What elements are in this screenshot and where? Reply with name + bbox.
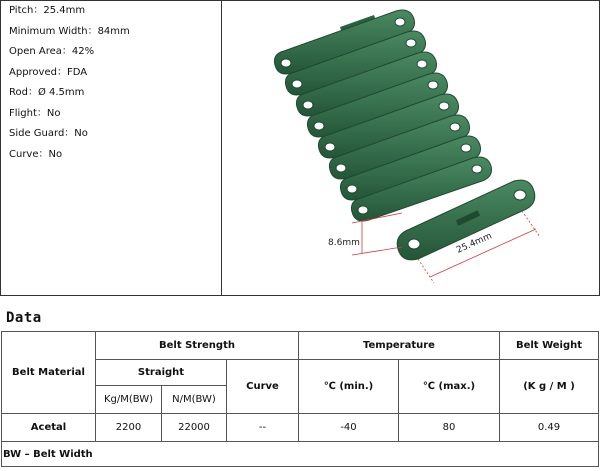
spec-pitch: Pitch：25.4mm: [9, 5, 86, 16]
spec-panel: [1, 1, 222, 295]
rod-hole: [395, 18, 405, 26]
temp-max-cell: 80: [399, 414, 500, 442]
spec-list: [9, 1, 130, 165]
rod-hole: [303, 101, 313, 109]
rod-hole: [347, 185, 357, 193]
temp-max-header: ℃ (max.): [399, 360, 500, 414]
curve-header: Curve: [227, 360, 299, 414]
straight-header: Straight: [96, 360, 227, 386]
rod-hole: [428, 81, 438, 89]
nm-header: N/M(BW): [162, 386, 227, 414]
section-title: Data: [6, 310, 42, 326]
modular-belt-illustration: [222, 1, 599, 295]
spec-side-guard: Side Guard：No: [9, 128, 88, 139]
rod-hole: [336, 164, 346, 172]
belt-strength-header: Belt Strength: [96, 332, 299, 360]
product-image-panel: [222, 1, 599, 295]
spec-flight: Flight：No: [9, 107, 61, 119]
belt-material-header: Belt Material: [2, 332, 96, 414]
kgm-cell: 2200: [96, 414, 162, 442]
weight-cell: 0.49: [500, 414, 599, 442]
belt-links: [274, 10, 491, 221]
rod-hole: [472, 165, 482, 173]
spec-curve: Curve：No: [9, 148, 63, 160]
rod-hole: [439, 102, 449, 110]
rod-hole: [450, 123, 460, 131]
temperature-header: Temperature: [299, 332, 500, 360]
rod-hole: [314, 122, 324, 130]
rod-hole: [281, 59, 291, 67]
rod-hole: [358, 206, 368, 214]
kgm-header: Kg/M(BW): [96, 386, 162, 414]
footnote: BW – Belt Width: [2, 442, 599, 467]
table-row: [2, 414, 599, 442]
rod-hole: [417, 60, 427, 68]
dim-height-label: 8.6mm: [328, 238, 360, 248]
curve-cell: --: [227, 414, 299, 442]
belt-weight-header: Belt Weight: [500, 332, 599, 360]
spec-open-area: Open Area：42%: [9, 46, 95, 57]
data-table: [1, 331, 599, 467]
nm-cell: 22000: [162, 414, 227, 442]
rod-hole: [325, 143, 335, 151]
spec-approved: Approved：FDA: [9, 66, 88, 78]
rod-hole: [461, 144, 471, 152]
rod-hole: [406, 39, 416, 47]
weight-unit-header: (K g / M ): [500, 360, 599, 414]
rod-hole: [292, 80, 302, 88]
material-cell: Acetal: [2, 414, 96, 442]
spec-minimum-width: Minimum Width：84mm: [9, 25, 130, 37]
temp-min-header: ℃ (min.): [299, 360, 399, 414]
spec-rod: Rod：Ø 4.5mm: [9, 87, 85, 98]
temp-min-cell: -40: [299, 414, 399, 442]
dim-pitch-label: 25.4mm: [455, 231, 494, 256]
